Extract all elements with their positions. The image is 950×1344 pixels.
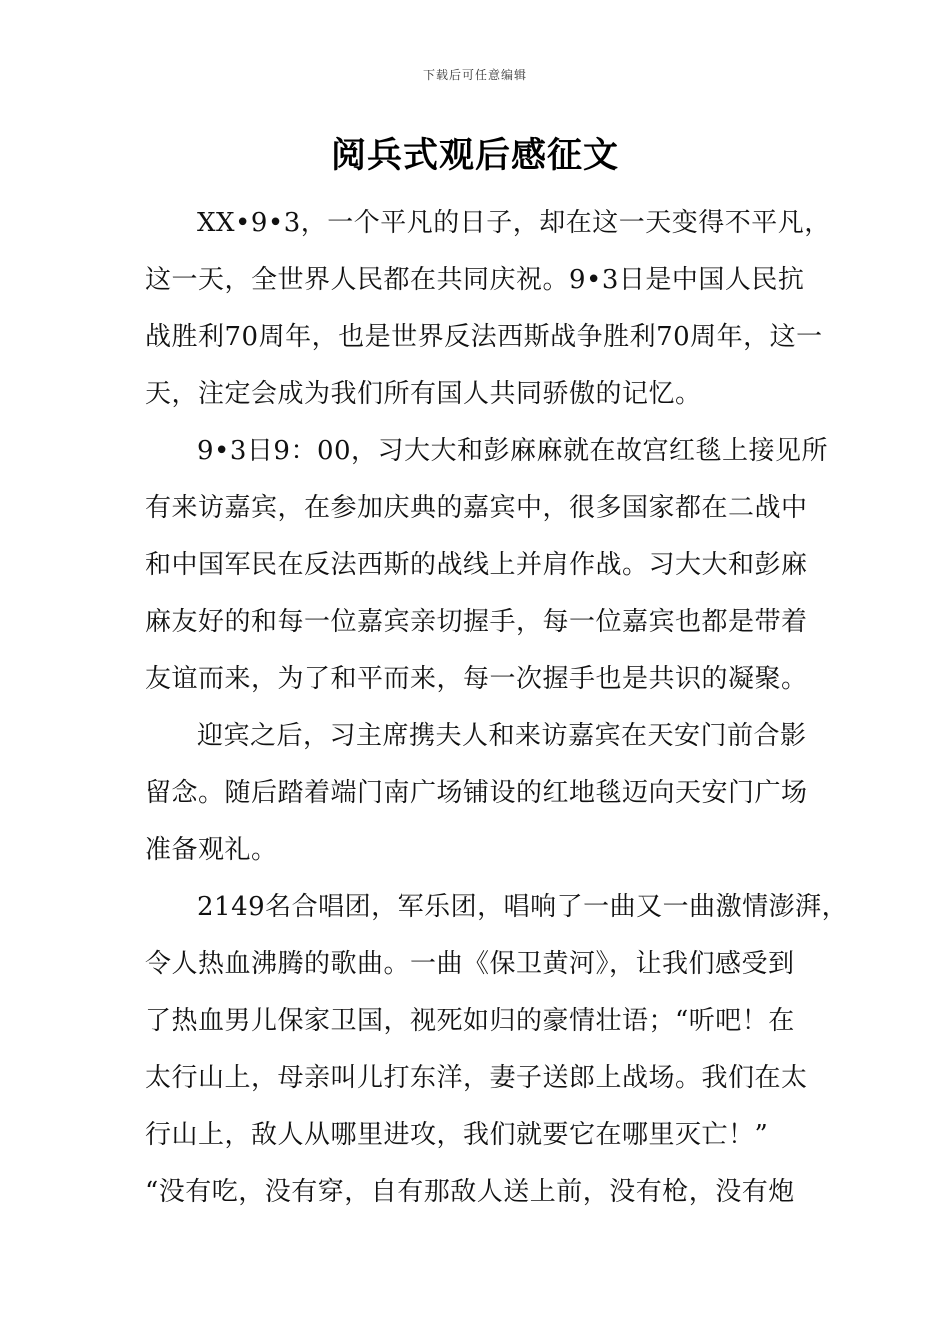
body-text-line: XX•9•3，一个平凡的日子，却在这一天变得不平凡， [197, 208, 831, 238]
body-text-line: “没有吃，没有穿，自有那敌人送上前，没有枪，没有炮 [145, 1177, 795, 1207]
body-text-line: 天，注定会成为我们所有国人共同骄傲的记忆。 [145, 379, 702, 409]
page-header: 下载后可任意编辑 [422, 68, 527, 82]
body-text-line: 这一天，全世界人民都在共同庆祝。9•3日是中国人民抗 [145, 265, 805, 295]
body-text-line: 令人热血沸腾的歌曲。一曲《保卫黄河》，让我们感受到 [145, 949, 795, 979]
body-text-line: 2149名合唱团，军乐团，唱响了一曲又一曲激情澎湃， [197, 892, 849, 922]
body-text-line: 战胜利70周年，也是世界反法西斯战争胜利70周年，这一 [145, 322, 823, 352]
body-text-line: 准备观礼。 [145, 835, 278, 865]
document-title: 阅兵式观后感征文 [330, 136, 619, 176]
body-text-line: 有来访嘉宾，在参加庆典的嘉宾中，很多国家都在二战中 [145, 493, 808, 523]
body-text-line: 太行山上，母亲叫儿打东洋，妻子送郎上战场。我们在太 [145, 1063, 808, 1093]
body-text-line: 友谊而来，为了和平而来，每一次握手也是共识的凝聚。 [145, 664, 808, 694]
body-text-line: 留念。随后踏着端门南广场铺设的红地毯迈向天安门广场 [145, 778, 808, 808]
body-text-line: 了热血男儿保家卫国，视死如归的豪情壮语；“听吧！在 [145, 1006, 795, 1036]
body-text-line: 和中国军民在反法西斯的战线上并肩作战。习大大和彭麻 [145, 550, 808, 580]
body-text-line: 9•3日9：00，习大大和彭麻麻就在故宫红毯上接见所 [197, 436, 829, 466]
body-text-line: 行山上，敌人从哪里进攻，我们就要它在哪里灭亡！” [145, 1120, 769, 1150]
body-text-line: 麻友好的和每一位嘉宾亲切握手，每一位嘉宾也都是带着 [145, 607, 808, 637]
body-text-line: 迎宾之后，习主席携夫人和来访嘉宾在天安门前合影 [197, 721, 807, 751]
document-body [145, 195, 849, 1221]
